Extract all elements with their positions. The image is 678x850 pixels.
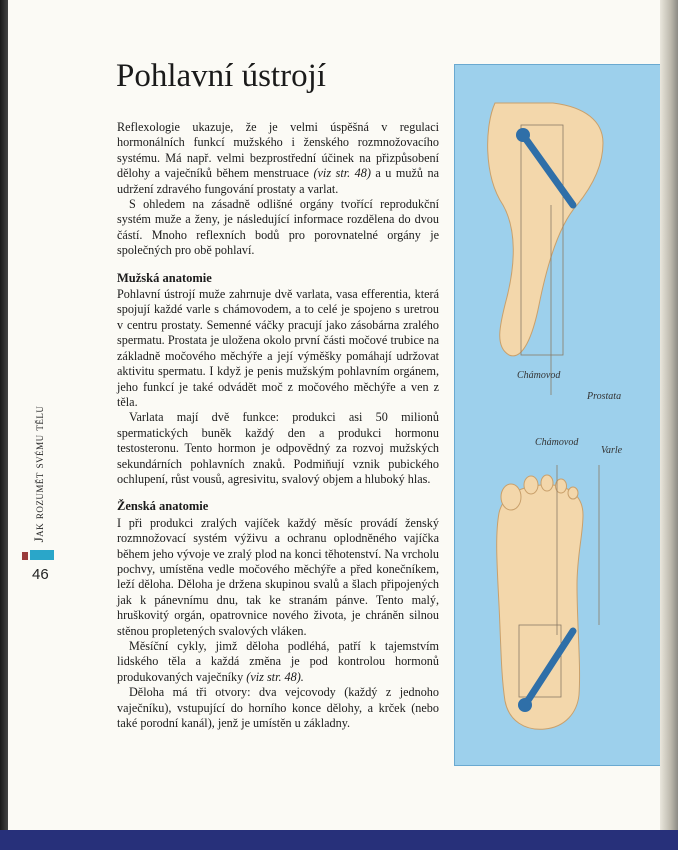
- reflexology-illustration: [454, 64, 660, 766]
- feet-illustration: [455, 65, 660, 765]
- male-paragraph-2: Varlata mají dvě funkce: produkci asi 50 milionů spermatických buněk každý den a produkci hormonu testosteronu. Tento hormon je odpovědný za rozvoj mužských sekundárních pohlavních znaků. Podmiňují vznik pubického ochlupení, růst vousů, agresivitu, svalový objem a hluboký hlas.: [117, 410, 439, 486]
- toe-5: [568, 487, 578, 499]
- female-paragraph-3: Děloha má tři otvory: dva vejcovody (každý z jednoho vaječníku), vstupující do horního konce dělohy, a krček (nebo také porodní kanál), jenž je umístěn u základny.: [117, 685, 439, 731]
- testis-reflex-point-2: [518, 698, 532, 712]
- book-page: [8, 0, 660, 832]
- toe-2: [524, 476, 538, 494]
- label-varle: Varle: [601, 445, 623, 456]
- intro-paragraph-2: S ohledem na zásadně odlišné orgány tvořící reprodukční systém muže a ženy, je následující informace rozdělena do dvou částí. Mnoho reflexních bodů pro porovnatelné orgány je společných pro obě pohlaví.: [117, 197, 439, 258]
- label-chamovod-2: Chámovod: [535, 437, 579, 448]
- foot-side-view: [488, 103, 603, 356]
- text-column: [117, 120, 439, 731]
- intro-paragraph-1: [117, 120, 439, 197]
- page-edges: [660, 0, 678, 850]
- page-number: 46: [32, 566, 49, 583]
- book-binding: [0, 0, 8, 850]
- male-paragraph-1: Pohlavní ústrojí muže zahrnuje dvě varlata, vasa efferentia, která spojují každé varle s chámovodem, a to celé je spojeno s uretrou v centru prostaty. Semenné váčky pracují jako zásobárna zralého spermatu. Prostata je uložena okolo první části močové trubice na základně močového měchýře a její výměšky pomáhají udržovat aktivitu spermatu. I když je penis mužským pohlavním orgánem, jeho funkcí je také odvádět moč z močového měchýře a ven z těla.: [117, 287, 439, 409]
- page-title: Pohlavní ústrojí: [116, 58, 326, 94]
- toe-big: [501, 484, 521, 510]
- foot-top-view: [497, 485, 583, 730]
- page-reference: (viz str. 48): [313, 166, 371, 181]
- running-title-text: Jak rozumět svému tělu: [31, 405, 46, 543]
- label-chamovod-1: Chámovod: [517, 370, 561, 381]
- label-prostata: Prostata: [587, 391, 622, 402]
- cover-edge: [0, 830, 678, 850]
- female-paragraph-1: I při produkci zralých vajíček každý měsíc provádí ženský rozmnožovací systém výživu a ochranu oplodněného vajíčka během jeho vývoje ve zralý plod na konci těhotenství. Na vrcholu pochvy, umístěna vedle močového měchýře a před konečníkem, leží děloha. Děloha je držena skupinou svalů a šlach připojených jak k pánevnímu dnu, tak ke stranám pánve. Tento malý, hruškovitý orgán, opatrovnice nového života, je chráněn silnou stěnou propletených svalových vláken.: [117, 515, 439, 638]
- toe-3: [541, 475, 553, 491]
- intro-text-1b: a u mužů na udržení zdravého fungování prostaty a varlat.: [117, 166, 439, 196]
- female-anatomy-heading: Ženská anatomie: [117, 499, 209, 514]
- female-text-2a: Měsíční cykly, jimž děloha podléhá, patří k tajemstvím lidského těla a každá změna je pod kontrolou hormonů produkovaných vaječníky: [117, 639, 439, 684]
- female-paragraph-2: [117, 639, 439, 685]
- male-anatomy-heading: Mužská anatomie: [117, 270, 212, 285]
- running-title: [26, 378, 52, 570]
- page-reference-2: (viz str. 48).: [246, 669, 304, 684]
- testis-reflex-point: [516, 128, 530, 142]
- intro-text-1a: Reflexologie ukazuje, že je velmi úspěšná v regulaci hormonálních funkcí mužského i ženského rozmnožovacího systému. Má např. velmi bezprostřední účinek na přizpůsobení dělohy a vaječníků během menstruace: [117, 120, 439, 181]
